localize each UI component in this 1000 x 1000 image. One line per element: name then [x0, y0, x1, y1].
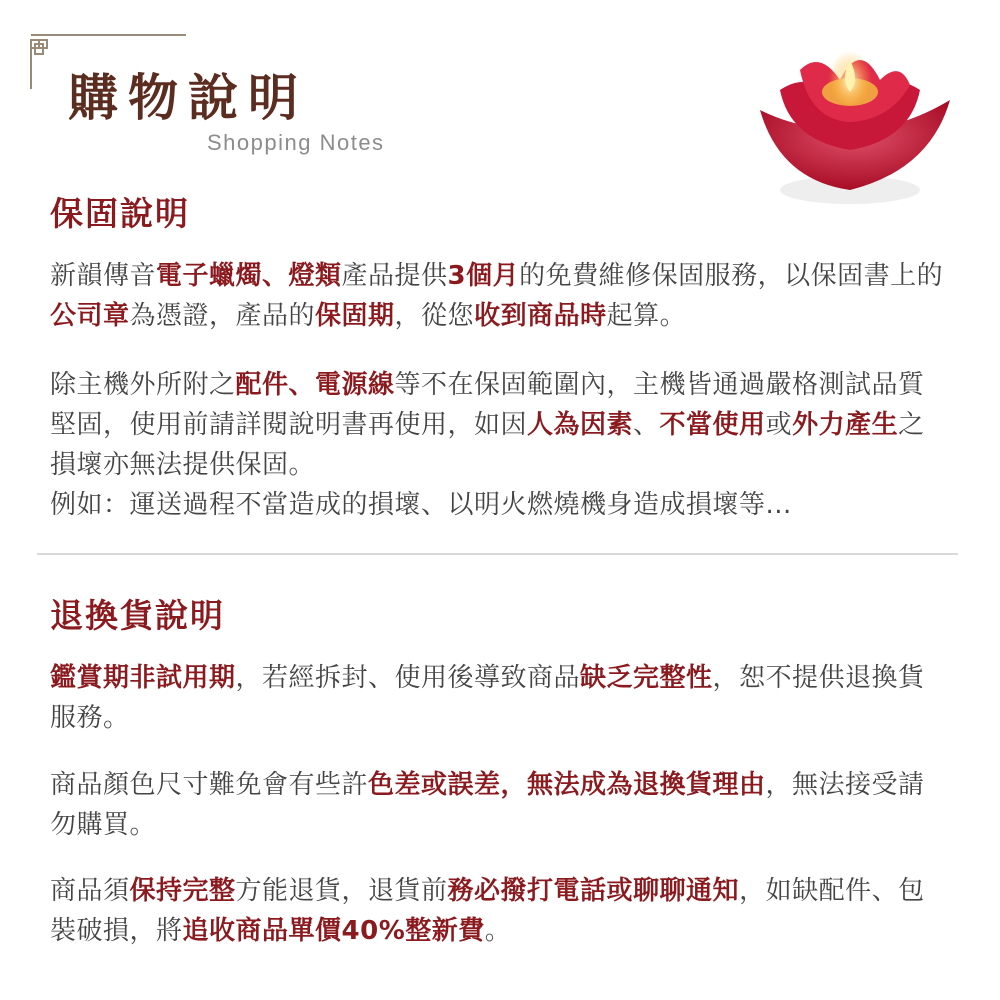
- section-heading-returns: 退換貨說明: [50, 596, 225, 635]
- section-heading-warranty: 保固說明: [50, 194, 190, 233]
- highlighted-text: 保固期: [315, 301, 395, 331]
- text-segment: 除主機外所附之: [50, 370, 236, 400]
- highlighted-text: 追收商品單價40%整新費: [182, 916, 485, 946]
- text-segment: ，從您: [394, 301, 475, 331]
- text-segment: 為憑證，產品的: [129, 301, 316, 331]
- highlighted-text: 保持完整: [129, 876, 236, 906]
- text-segment: ，若經拆封、使用後導致商品: [235, 663, 581, 693]
- returns-paragraph: [50, 871, 950, 951]
- text-segment: 方能退貨，退貨前: [235, 876, 448, 906]
- text-segment: ，無法接受請勿購買。: [50, 770, 925, 840]
- text-segment: 起算。: [606, 301, 687, 331]
- highlighted-text: 務必撥打電話或聊聊通知: [447, 876, 740, 906]
- section-divider: [37, 553, 958, 555]
- text-segment: 產品提供: [341, 261, 448, 291]
- text-segment: ，如缺配件、包裝破損，將: [50, 876, 925, 946]
- highlighted-text: 配件、電源線: [235, 370, 395, 400]
- text-segment: ，恕不提供退換貨服務。: [50, 663, 925, 733]
- returns-paragraph: [50, 765, 950, 845]
- lotus-candle-image: [740, 30, 960, 210]
- text-segment: 、: [633, 410, 660, 440]
- text-segment: 商品顏色尺寸難免會有些許: [50, 770, 369, 800]
- warranty-paragraph: [50, 365, 950, 485]
- highlighted-text: 人為因素: [527, 410, 634, 440]
- text-segment: 新韻傳音: [50, 261, 157, 291]
- highlighted-text: 公司章: [50, 301, 130, 331]
- highlighted-text: 缺乏完整性: [580, 663, 713, 693]
- highlighted-text: 外力產生: [792, 410, 899, 440]
- warranty-example: [50, 485, 950, 525]
- warranty-paragraph: [50, 256, 950, 336]
- returns-paragraph: [50, 658, 950, 738]
- text-segment: 商品須: [50, 876, 130, 906]
- text-segment: 之損壞亦無法提供保固。: [50, 410, 925, 480]
- text-segment: 。: [484, 916, 512, 946]
- highlighted-text: 3個月: [447, 261, 520, 291]
- text-segment: 例如：運送過程不當造成的損壞、以明火燃燒機身造成損壞等...: [50, 490, 792, 520]
- highlighted-text: 鑑賞期非試用期: [50, 663, 236, 693]
- text-segment: 等不在保固範圍內，主機皆通過嚴格測試品質堅固，使用前請詳閱說明書再使用，如因: [50, 370, 925, 440]
- highlighted-text: 收到商品時: [474, 301, 607, 331]
- page-subtitle: Shopping Notes: [207, 130, 385, 155]
- text-segment: 的免費維修保固服務，以保固書上的: [519, 261, 944, 291]
- highlighted-text: 色差或誤差，無法成為退換貨理由: [368, 770, 766, 800]
- highlighted-text: 電子蠟燭、燈類: [156, 261, 342, 291]
- page-title: 購物說明: [68, 68, 308, 127]
- highlighted-text: 不當使用: [659, 410, 766, 440]
- text-segment: 或: [765, 410, 793, 440]
